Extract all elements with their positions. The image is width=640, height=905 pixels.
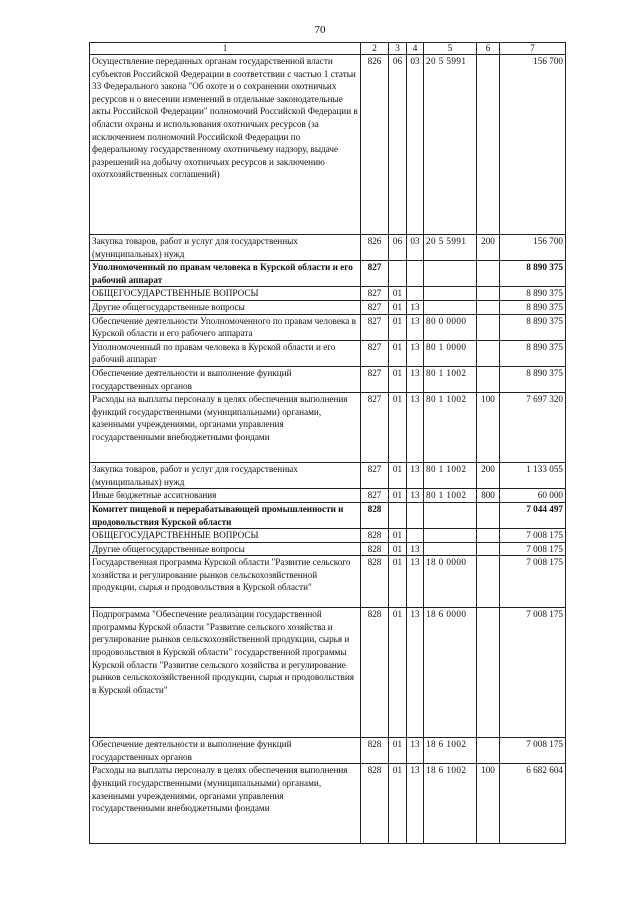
table-row: [90, 608, 566, 738]
row-amount: 8 890 375: [500, 287, 566, 301]
row-section-code: 01: [389, 300, 407, 314]
row-amount: 8 890 375: [500, 314, 566, 340]
row-section-code: 06: [389, 235, 407, 261]
row-description: Уполномоченный по правам человека в Курской области и его рабочий аппарат: [90, 340, 361, 366]
row-target-article: 18 6 1002: [424, 738, 477, 764]
column-header: 4: [407, 43, 424, 55]
row-amount: 8 890 375: [500, 300, 566, 314]
row-ved-code: 828: [361, 556, 389, 608]
row-description: ОБЩЕГОСУДАРСТВЕННЫЕ ВОПРОСЫ: [90, 529, 361, 543]
row-expense-type: [477, 340, 500, 366]
row-section-code: [389, 502, 407, 528]
row-expense-type: [477, 261, 500, 287]
table-row: [90, 489, 566, 503]
row-description: Закупка товаров, работ и услуг для государственных (муниципальных) нужд: [90, 235, 361, 261]
row-subsection-code: 13: [407, 393, 424, 463]
row-section-code: 01: [389, 489, 407, 503]
row-ved-code: 827: [361, 314, 389, 340]
row-subsection-code: 13: [407, 764, 424, 844]
row-ved-code: 828: [361, 529, 389, 543]
row-target-article: 80 1 1002: [424, 463, 477, 489]
table-row: [90, 738, 566, 764]
row-ved-code: 826: [361, 55, 389, 235]
row-expense-type: [477, 608, 500, 738]
column-number-row: [90, 43, 566, 55]
table-row: [90, 366, 566, 392]
row-target-article: 80 1 1002: [424, 393, 477, 463]
table-row: [90, 55, 566, 235]
row-expense-type: 100: [477, 764, 500, 844]
row-subsection-code: 13: [407, 556, 424, 608]
row-target-article: 80 1 1002: [424, 366, 477, 392]
row-ved-code: 828: [361, 738, 389, 764]
row-description: Комитет пищевой и перерабатывающей промышленности и продовольствия Курской области: [90, 502, 361, 528]
row-target-article: [424, 542, 477, 556]
row-section-code: 01: [389, 314, 407, 340]
row-section-code: [389, 261, 407, 287]
row-section-code: 01: [389, 463, 407, 489]
row-subsection-code: [407, 261, 424, 287]
row-subsection-code: 03: [407, 55, 424, 235]
row-description: Другие общегосударственные вопросы: [90, 300, 361, 314]
column-header: 2: [361, 43, 389, 55]
row-description: Расходы на выплаты персоналу в целях обеспечения выполнения функций государственными (муниципальными) органами, казенными учреждениями, органами управления государственными внебюджетными фондами: [90, 764, 361, 844]
row-description: Расходы на выплаты персоналу в целях обеспечения выполнения функций государственными (муниципальными) органами, казенными учреждениями, органами управления государственными внебюджетными фондами: [90, 393, 361, 463]
table-row: [90, 314, 566, 340]
row-target-article: 18 0 0000: [424, 556, 477, 608]
row-section-code: 01: [389, 556, 407, 608]
table-row: [90, 340, 566, 366]
row-description: Государственная программа Курской области "Развитие сельского хозяйства и регулирование рынков сельскохозяйственной продукции, сырья и продовольствия в Курской области": [90, 556, 361, 608]
row-ved-code: 828: [361, 502, 389, 528]
row-description: Обеспечение деятельности Уполномоченного по правам человека в Курской области и его рабочего аппарата: [90, 314, 361, 340]
row-amount: 156 700: [500, 55, 566, 235]
row-subsection-code: 13: [407, 314, 424, 340]
table-row: [90, 556, 566, 608]
row-expense-type: [477, 502, 500, 528]
table-row: [90, 529, 566, 543]
table-row: [90, 287, 566, 301]
row-subsection-code: 13: [407, 542, 424, 556]
row-expense-type: [477, 314, 500, 340]
row-expense-type: [477, 529, 500, 543]
row-section-code: 01: [389, 393, 407, 463]
budget-table: [89, 42, 566, 844]
row-amount: 7 008 175: [500, 608, 566, 738]
page-number: 70: [314, 24, 326, 36]
column-header: 5: [424, 43, 477, 55]
row-ved-code: 827: [361, 463, 389, 489]
row-section-code: 01: [389, 366, 407, 392]
row-target-article: 80 0 0000: [424, 314, 477, 340]
row-subsection-code: [407, 529, 424, 543]
column-header: 3: [389, 43, 407, 55]
row-amount: 1 133 055: [500, 463, 566, 489]
row-section-code: 06: [389, 55, 407, 235]
row-subsection-code: 13: [407, 738, 424, 764]
row-ved-code: 828: [361, 542, 389, 556]
row-expense-type: [477, 300, 500, 314]
column-header: 7: [500, 43, 566, 55]
row-expense-type: 200: [477, 463, 500, 489]
row-description: Уполномоченный по правам человека в Курской области и его рабочий аппарат: [90, 261, 361, 287]
row-subsection-code: 13: [407, 608, 424, 738]
row-expense-type: [477, 366, 500, 392]
row-ved-code: 827: [361, 489, 389, 503]
row-description: Другие общегосударственные вопросы: [90, 542, 361, 556]
column-header: 1: [90, 43, 361, 55]
row-target-article: [424, 261, 477, 287]
table-row: [90, 393, 566, 463]
row-section-code: 01: [389, 542, 407, 556]
table-row: [90, 764, 566, 844]
row-ved-code: 828: [361, 608, 389, 738]
row-target-article: 20 5 5991: [424, 55, 477, 235]
row-subsection-code: 13: [407, 340, 424, 366]
table-row: [90, 300, 566, 314]
row-ved-code: 827: [361, 393, 389, 463]
row-subsection-code: [407, 502, 424, 528]
row-ved-code: 828: [361, 764, 389, 844]
row-description: Обеспечение деятельности и выполнение функций государственных органов: [90, 366, 361, 392]
row-expense-type: 100: [477, 393, 500, 463]
row-section-code: 01: [389, 608, 407, 738]
row-ved-code: 826: [361, 235, 389, 261]
row-expense-type: [477, 556, 500, 608]
row-section-code: 01: [389, 738, 407, 764]
row-target-article: 18 6 0000: [424, 608, 477, 738]
row-amount: 7 008 175: [500, 738, 566, 764]
column-header: 6: [477, 43, 500, 55]
row-target-article: [424, 300, 477, 314]
row-ved-code: 827: [361, 261, 389, 287]
row-section-code: 01: [389, 529, 407, 543]
row-section-code: 01: [389, 764, 407, 844]
row-target-article: 80 1 0000: [424, 340, 477, 366]
row-expense-type: 800: [477, 489, 500, 503]
row-expense-type: [477, 738, 500, 764]
row-expense-type: [477, 542, 500, 556]
row-subsection-code: 03: [407, 235, 424, 261]
row-target-article: [424, 529, 477, 543]
row-expense-type: 200: [477, 235, 500, 261]
row-expense-type: [477, 287, 500, 301]
row-section-code: 01: [389, 287, 407, 301]
row-description: Иные бюджетные ассигнования: [90, 489, 361, 503]
row-description: Подпрограмма "Обеспечение реализации государственной программы Курской области "Развитие сельского хозяйства и регулирование рынков сельскохозяйственной продукции, сырья и продовольствия в Курской области" государственной программы Курской области "Развитие сельского хозяйства и регулирование рынков сельскохозяйственной продукции, сырья и продовольствия в Курской области": [90, 608, 361, 738]
row-subsection-code: 13: [407, 300, 424, 314]
row-description: Обеспечение деятельности и выполнение функций государственных органов: [90, 738, 361, 764]
row-amount: 6 682 604: [500, 764, 566, 844]
row-target-article: [424, 287, 477, 301]
row-target-article: 80 1 1002: [424, 489, 477, 503]
table-row: [90, 542, 566, 556]
row-amount: 7 008 175: [500, 529, 566, 543]
row-ved-code: 827: [361, 287, 389, 301]
table-row: [90, 261, 566, 287]
row-target-article: [424, 502, 477, 528]
table-row: [90, 463, 566, 489]
row-amount: 60 000: [500, 489, 566, 503]
row-amount: 8 890 375: [500, 261, 566, 287]
row-ved-code: 827: [361, 300, 389, 314]
table-row: [90, 502, 566, 528]
row-description: Закупка товаров, работ и услуг для государственных (муниципальных) нужд: [90, 463, 361, 489]
row-amount: 7 697 320: [500, 393, 566, 463]
row-expense-type: [477, 55, 500, 235]
table-row: [90, 235, 566, 261]
row-target-article: 18 6 1002: [424, 764, 477, 844]
row-subsection-code: 13: [407, 366, 424, 392]
row-amount: 8 890 375: [500, 340, 566, 366]
row-target-article: 20 5 5991: [424, 235, 477, 261]
row-subsection-code: 13: [407, 489, 424, 503]
row-amount: 7 044 497: [500, 502, 566, 528]
row-ved-code: 827: [361, 340, 389, 366]
row-subsection-code: 13: [407, 463, 424, 489]
row-amount: 8 890 375: [500, 366, 566, 392]
row-description: ОБЩЕГОСУДАРСТВЕННЫЕ ВОПРОСЫ: [90, 287, 361, 301]
row-amount: 7 008 175: [500, 542, 566, 556]
row-amount: 7 008 175: [500, 556, 566, 608]
row-subsection-code: [407, 287, 424, 301]
row-ved-code: 827: [361, 366, 389, 392]
row-section-code: 01: [389, 340, 407, 366]
row-description: Осуществление переданных органам государственной власти субъектов Российской Федерации в соответствии с частью 1 статьи 33 Федерального закона "Об охоте и о сохранении охотничьих ресурсов и о внесении изменений в отдельные законодательные акты Российской Федерации" полномочий Российской Федерации в области охраны и использования охотничьих ресурсов (за исключением полномочий Российской Федерации по федеральному государственному охотничьему надзору, выдаче разрешений на добычу охотничьих ресурсов и заключению охотхозяйственных соглашений): [90, 55, 361, 235]
row-amount: 156 700: [500, 235, 566, 261]
